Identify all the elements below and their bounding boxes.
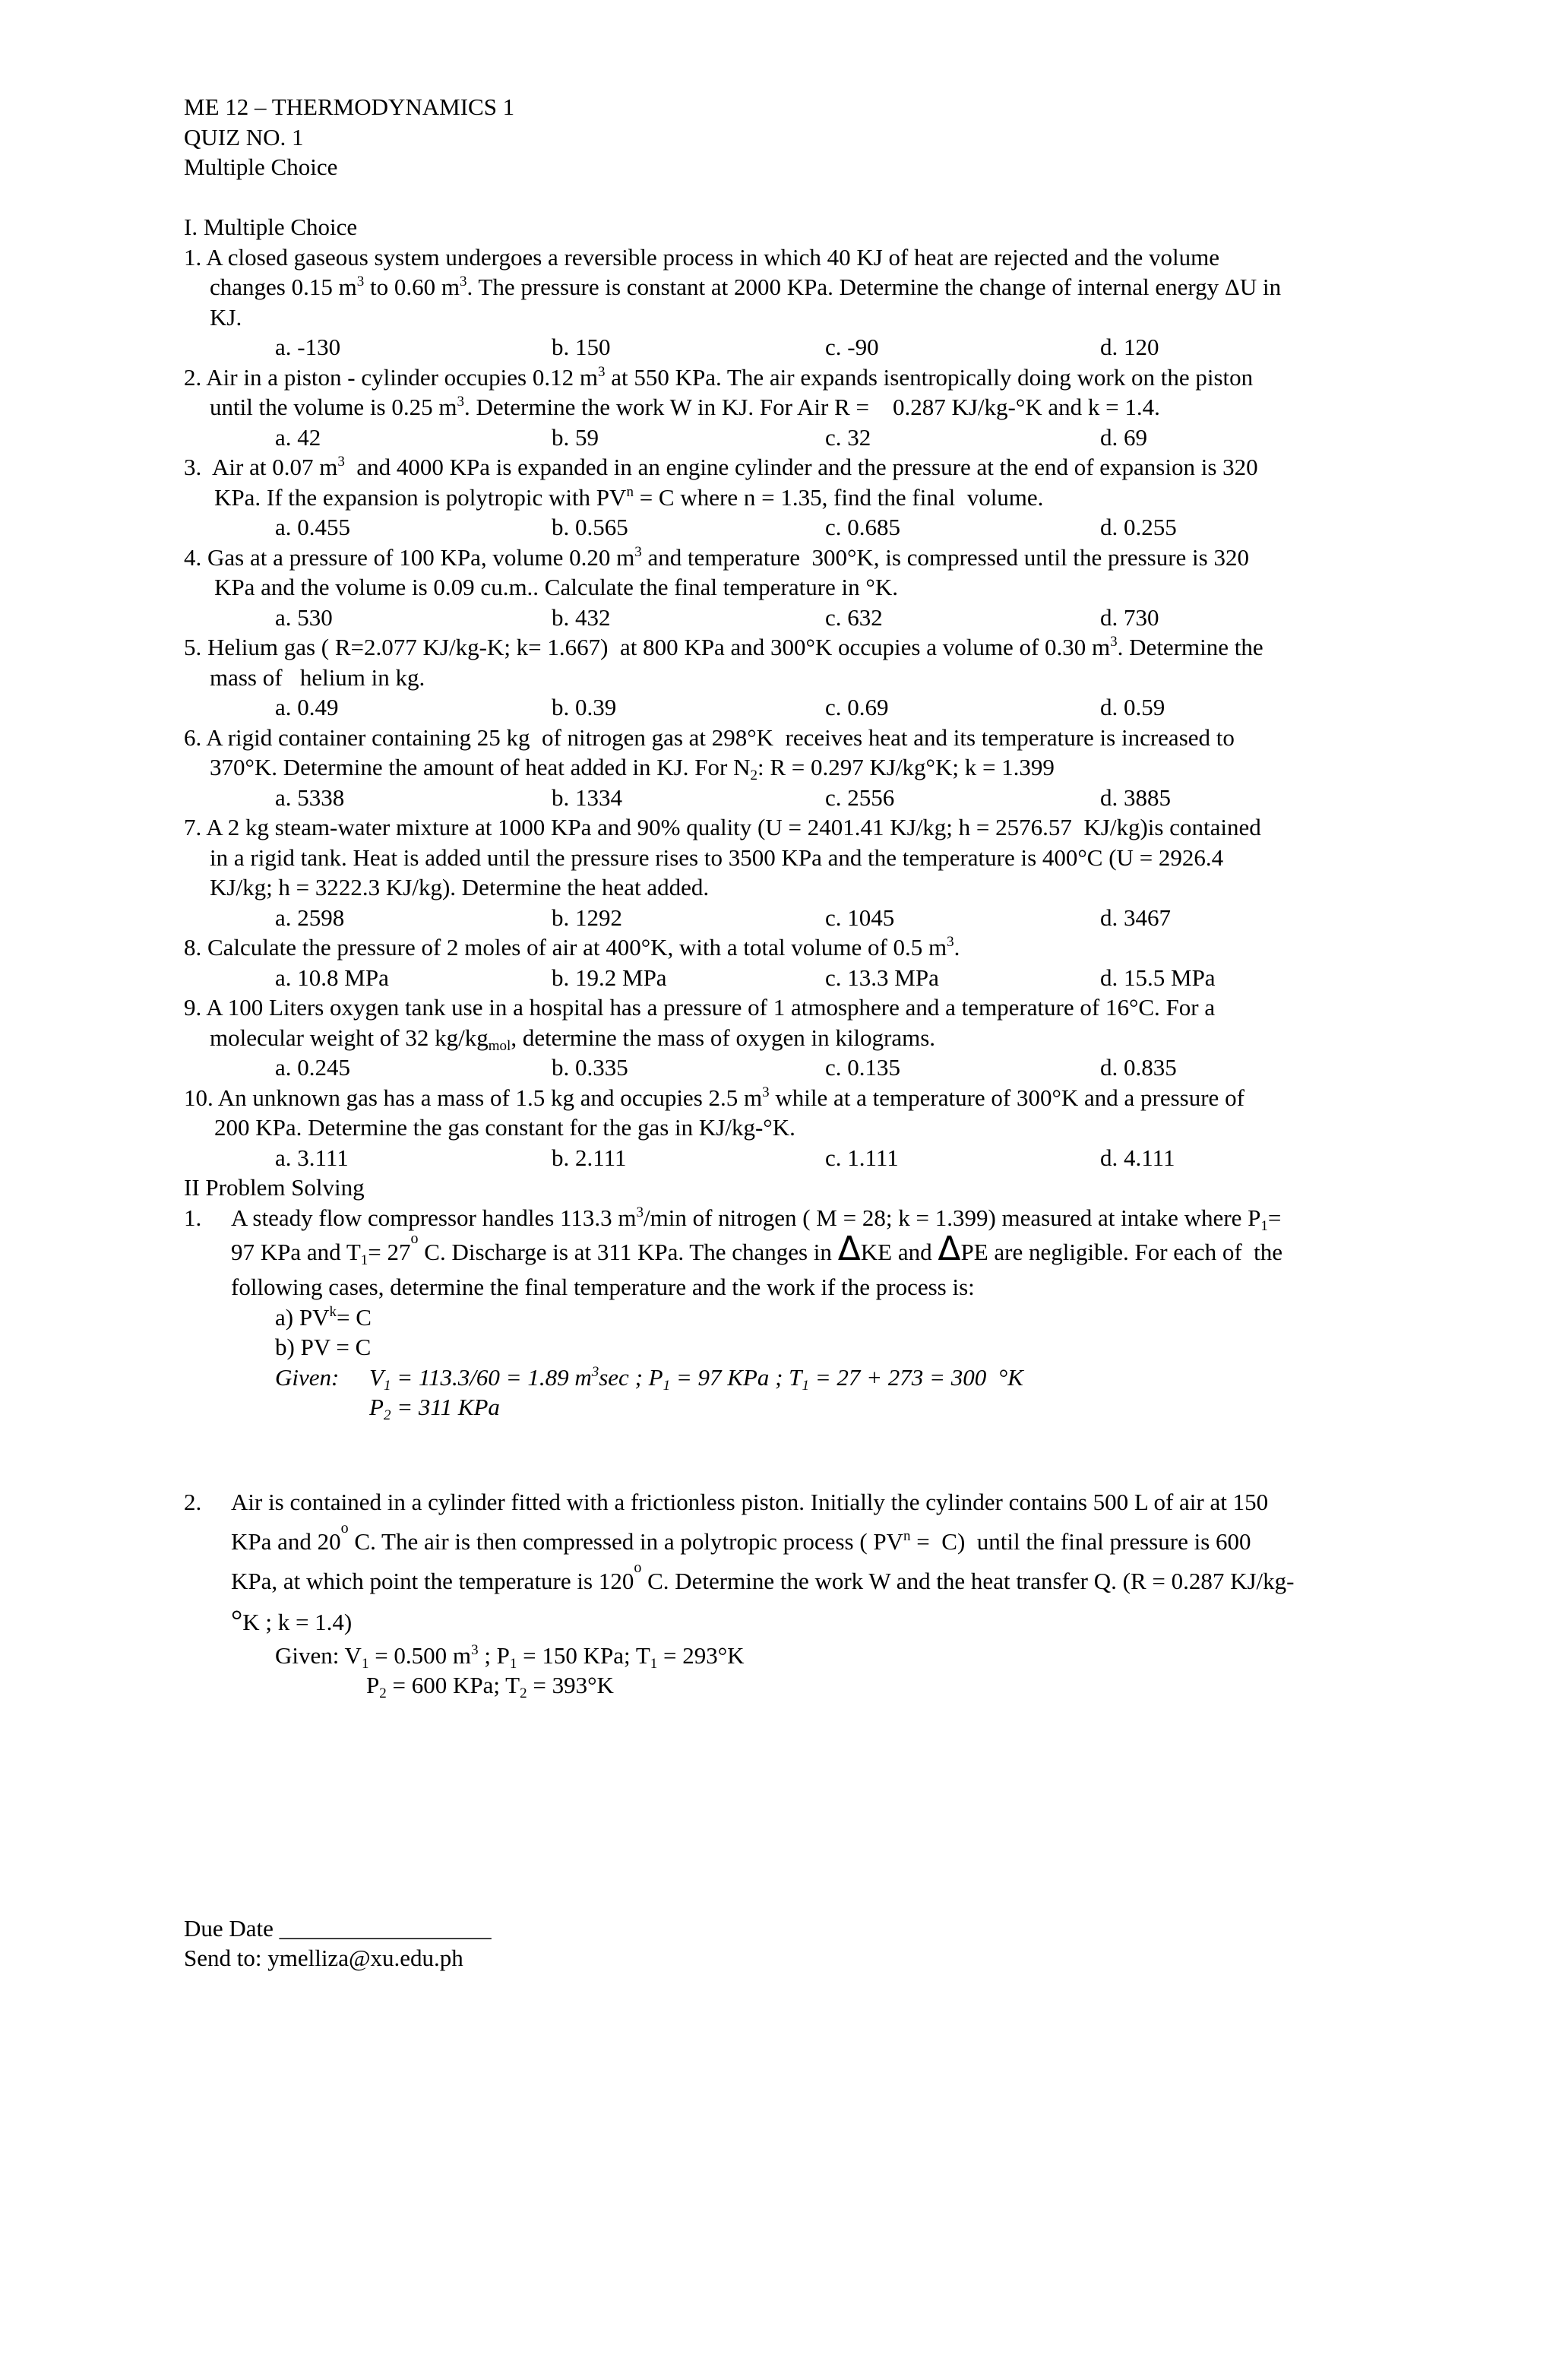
spacer — [184, 1701, 1369, 1913]
case-a: a) $PV^k= C$ — [275, 1303, 372, 1331]
given-values: Given: $V_1 = 0.500$ $m^3$ ; $P_1 = 150$ KPa; $T_1 = 293^\circ K$ — [275, 1641, 745, 1672]
question-text: mass of helium in kg. — [210, 663, 425, 691]
answer-options — [184, 1143, 1369, 1173]
question-text: 8. Calculate the pressure of 2 moles of air at 400°K, with a total volume of 0.5 $m^3$. — [184, 934, 960, 961]
case-b: b) PV = C — [275, 1334, 372, 1360]
option-a: a. 3.111 — [275, 1144, 349, 1171]
option-b: b. 2.111 — [552, 1144, 627, 1171]
problem-text: following cases, determine the final temperature and the work if the process is: — [231, 1274, 975, 1300]
given-values: Given: $V_1 = 113.3/60 = 1.89$ $m^3\sec$ ; $P_1 = 97$ KPa ; $T_1 = 27 + 273 = 300$ °K — [275, 1363, 1023, 1394]
answer-options — [184, 903, 1369, 933]
option-a: a. 0.245 — [275, 1054, 351, 1081]
option-b: b. 150 — [552, 334, 611, 360]
question-8 — [184, 932, 1369, 992]
question-1 — [184, 242, 1369, 362]
send-to: Send to: ymelliza@xu.edu.ph — [184, 1945, 463, 1971]
question-7 — [184, 812, 1369, 932]
question-text: 200 KPa. Determine the gas constant for the gas in KJ/kg-°K. — [214, 1114, 795, 1141]
option-c: c. 1045 — [825, 904, 895, 931]
problem-text: °K ; k = 1.4) — [231, 1604, 353, 1637]
problem-text: 1. A steady flow compressor handles 113.3 $m^3/\min$ of nitrogen ( M = 28; k = 1.399) measured at intake where $P_1=$ — [184, 1204, 1282, 1234]
question-text: 5. Helium gas ( R=2.077 KJ/kg-K; k= 1.667) at 800 KPa and 300°K occupies a volume of 0.30 $m^3$. Determine the — [184, 634, 1263, 660]
option-a: a. 0.455 — [275, 514, 351, 540]
problem-2 — [184, 1483, 1369, 1701]
answer-options — [184, 603, 1369, 633]
answer-options — [184, 332, 1369, 362]
delta-symbol: Δ — [938, 1230, 961, 1268]
quiz-document — [184, 92, 1369, 1973]
option-d: d. 0.255 — [1100, 514, 1177, 540]
problem-text: KPa and 20$^o$ C. The air is then compressed in a polytropic process ( $PV^n = C$) until the final pressure is 600 — [231, 1519, 1251, 1555]
question-10 — [184, 1083, 1369, 1173]
question-text: until the volume is 0.25 $m^3$. Determine the work W in KJ. For Air R = 0.287 KJ/kg-°K and k = 1.4. — [210, 394, 1160, 420]
section-title-problem-solving: II Problem Solving — [184, 1174, 365, 1201]
option-d: d. 4.111 — [1100, 1144, 1175, 1171]
question-text: 3. Air at 0.07 $m^3$ and 4000 KPa is expanded in an engine cylinder and the pressure at the end of expansion is 320 — [184, 454, 1258, 480]
option-b: b. 0.39 — [552, 694, 617, 720]
option-b: b. 432 — [552, 603, 611, 631]
question-text: 9. A 100 Liters oxygen tank use in a hospital has a pressure of 1 atmosphere and a temperature of 16°C. For a — [184, 994, 1216, 1021]
question-text: KPa. If the expansion is polytropic with $PV^n = C$ where n = 1.35, find the final volume. — [214, 483, 1044, 511]
answer-options — [184, 692, 1369, 723]
option-c: c. 13.3 MPa — [825, 964, 939, 991]
course-title: ME 12 – THERMODYNAMICS 1 — [184, 93, 515, 120]
option-b: b. 19.2 MPa — [552, 964, 667, 991]
question-text: changes 0.15 $m^3$ to 0.60 $m^3$. The pressure is constant at 2000 KPa. Determine the change of internal energy ΔU in — [210, 274, 1282, 300]
option-b: b. 1334 — [552, 783, 622, 811]
answer-options — [184, 423, 1369, 453]
option-c: c. 0.685 — [825, 514, 901, 540]
question-text: 10. An unknown gas has a mass of 1.5 kg and occupies 2.5 $m^3$ while at a temperature of 300°K and a pressure of — [184, 1084, 1244, 1111]
question-text: in a rigid tank. Heat is added until the pressure rises to 3500 KPa and the temperature is 400°C (U = 2926.4 — [210, 843, 1224, 871]
option-c: c. 1.111 — [825, 1144, 899, 1171]
problem-text: KPa, at which point the temperature is 120$^o$ C. Determine the work W and the heat transfer Q. (R = 0.287 KJ/kg- — [231, 1559, 1295, 1594]
option-b: b. 59 — [552, 423, 599, 451]
footer — [184, 1913, 1369, 1973]
question-text: KPa and the volume is 0.09 cu.m.. Calculate the final temperature in °K. — [214, 574, 898, 600]
option-d: d. 0.59 — [1100, 694, 1165, 720]
option-d: d. 3467 — [1100, 904, 1171, 931]
delta-symbol: Δ — [837, 1230, 861, 1268]
option-d: d. 120 — [1100, 334, 1159, 360]
question-3 — [184, 452, 1369, 543]
option-c: c. 2556 — [825, 783, 895, 811]
due-date: Due Date __________________ — [184, 1914, 492, 1942]
option-a: a. 10.8 MPa — [275, 964, 389, 991]
option-a: a. 530 — [275, 603, 333, 631]
question-text: 2. Air in a piston - cylinder occupies 0.12 $m^3$ at 550 KPa. The air expands isentropically doing work on the piston — [184, 363, 1254, 391]
question-text: 6. A rigid container containing 25 kg of nitrogen gas at 298°K receives heat and its temperature is increased to — [184, 723, 1235, 751]
spacer — [184, 1452, 1369, 1483]
option-d: d. 0.835 — [1100, 1054, 1177, 1081]
option-b: b. 0.565 — [552, 514, 628, 540]
option-a: a. 5338 — [275, 783, 345, 811]
option-c: c. 32 — [825, 423, 871, 451]
problem-text: 2. Air is contained in a cylinder fitted with a frictionless piston. Initially the cylinder contains 500 L of air at 150 — [184, 1483, 1369, 1522]
question-text: 4. Gas at a pressure of 100 KPa, volume 0.20 $m^3$ and temperature 300°K, is compressed until the pressure is 320 — [184, 543, 1249, 571]
option-c: c. 0.69 — [825, 694, 889, 720]
question-text: 7. A 2 kg steam-water mixture at 1000 KPa and 90% quality (U = 2401.41 KJ/kg; h = 2576.57 KJ/kg)is contained — [184, 814, 1261, 840]
spacer — [184, 182, 1369, 213]
option-a: a. 0.49 — [275, 694, 339, 720]
answer-options — [184, 963, 1369, 993]
question-5 — [184, 632, 1369, 723]
question-text: KJ. — [210, 303, 242, 331]
question-2 — [184, 362, 1369, 453]
question-text: 370°K. Determine the amount of heat added in KJ. For $N_2$: R = 0.297 KJ/kg°K; k = 1.399 — [210, 754, 1055, 783]
answer-options — [184, 783, 1369, 813]
question-4 — [184, 543, 1369, 633]
quiz-number: QUIZ NO. 1 — [184, 123, 304, 150]
section-title-multiple-choice: I. Multiple Choice — [184, 214, 358, 240]
given-values: $P_2 = 600$ KPa; $T_2 = 393^\circ K$ — [366, 1672, 614, 1701]
option-d: d. 3885 — [1100, 783, 1171, 811]
option-d: d. 730 — [1100, 603, 1159, 631]
problem-number: 1. — [184, 1204, 202, 1231]
problem-text: 97 KPa and $T_1= 27^o$ C. Discharge is at 311 KPa. The changes in ΔKE and ΔPE are negligible. For each of the — [231, 1230, 1283, 1268]
document-header — [184, 92, 1369, 182]
option-c: c. 0.135 — [825, 1054, 901, 1081]
option-d: d. 15.5 MPa — [1100, 964, 1216, 991]
option-b: b. 1292 — [552, 904, 622, 931]
answer-options — [184, 1052, 1369, 1083]
option-a: a. 42 — [275, 423, 321, 451]
option-b: b. 0.335 — [552, 1054, 628, 1081]
option-a: a. 2598 — [275, 904, 345, 931]
problem-1 — [184, 1203, 1369, 1423]
option-c: c. 632 — [825, 603, 883, 631]
question-9 — [184, 992, 1369, 1083]
quiz-type: Multiple Choice — [184, 153, 338, 180]
question-6 — [184, 723, 1369, 813]
option-a: a. -130 — [275, 334, 341, 360]
question-text: KJ/kg; h = 3222.3 KJ/kg). Determine the heat added. — [210, 874, 710, 900]
given-values: $P_2 = 311$ KPa — [369, 1394, 500, 1423]
question-text: 1. A closed gaseous system undergoes a reversible process in which 40 KJ of heat are rejected and the volume — [184, 243, 1220, 271]
spacer — [184, 1423, 1369, 1453]
problem-number: 2. — [184, 1488, 202, 1515]
answer-options — [184, 512, 1369, 543]
option-d: d. 69 — [1100, 423, 1147, 451]
question-text: molecular weight of 32 $kg/kg_{mol}$, determine the mass of oxygen in kilograms. — [210, 1024, 936, 1054]
option-c: c. -90 — [825, 334, 879, 360]
